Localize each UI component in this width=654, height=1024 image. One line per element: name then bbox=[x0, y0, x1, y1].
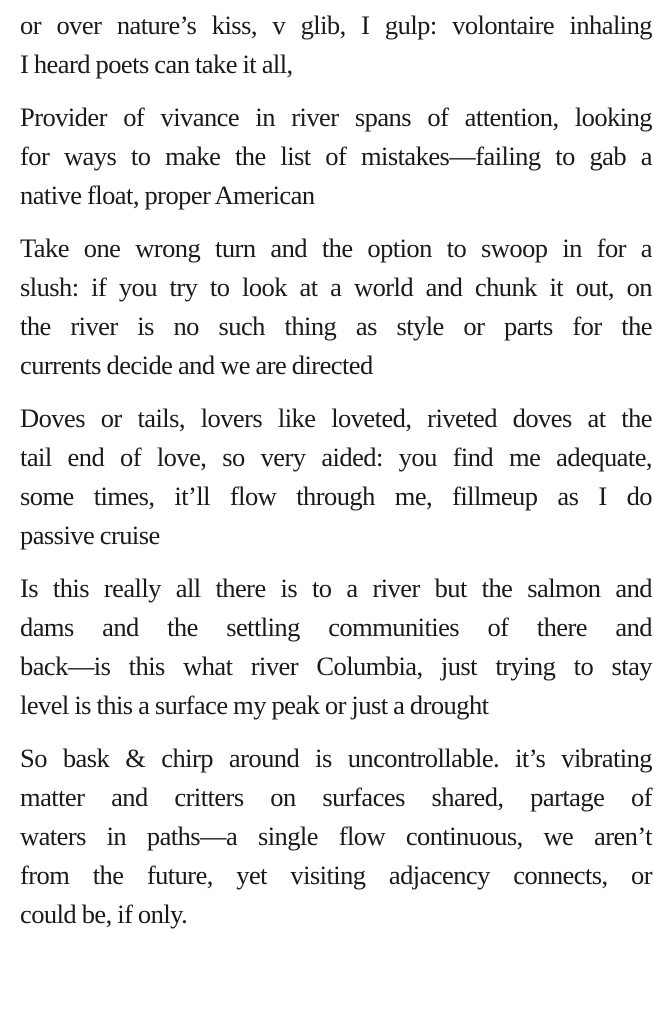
poem-line: or over nature’s kiss, v glib, I gulp: volontaire inhaling bbox=[20, 10, 652, 40]
stanza-2 bbox=[20, 98, 652, 215]
poem-line: Take one wrong turn and the option to swoop in for a bbox=[20, 233, 652, 263]
poem-line: tail end of love, so very aided: you find me adequate, bbox=[20, 442, 652, 472]
poem-page bbox=[20, 6, 652, 934]
poem-line: I heard poets can take it all, bbox=[20, 49, 293, 79]
poem-line: the river is no such thing as style or parts for the bbox=[20, 311, 652, 341]
poem-line: currents decide and we are directed bbox=[20, 350, 373, 380]
poem-line: Provider of vivance in river spans of attention, looking bbox=[20, 102, 652, 132]
poem-line: waters in paths—a single flow continuous, we aren’t bbox=[20, 821, 652, 851]
poem-line: slush: if you try to look at a world and chunk it out, on bbox=[20, 272, 652, 302]
poem-line: from the future, yet visiting adjacency connects, or bbox=[20, 860, 652, 890]
poem-line: some times, it’ll flow through me, fillmeup as I do bbox=[20, 481, 652, 511]
poem-line: So bask & chirp around is uncontrollable. it’s vibrating bbox=[20, 743, 652, 773]
poem-line: native float, proper American bbox=[20, 180, 315, 210]
poem-line: Doves or tails, lovers like loveted, riveted doves at the bbox=[20, 403, 652, 433]
stanza-4 bbox=[20, 399, 652, 555]
poem-line: back—is this what river Columbia, just trying to stay bbox=[20, 651, 652, 681]
poem-line: matter and critters on surfaces shared, partage of bbox=[20, 782, 652, 812]
stanza-3 bbox=[20, 229, 652, 385]
poem-line: passive cruise bbox=[20, 520, 160, 550]
poem-line: dams and the settling communities of there and bbox=[20, 612, 652, 642]
poem-line: could be, if only. bbox=[20, 899, 188, 929]
stanza-6 bbox=[20, 739, 652, 934]
stanza-1 bbox=[20, 6, 652, 84]
poem-line: for ways to make the list of mistakes—failing to gab a bbox=[20, 141, 652, 171]
poem-line: Is this really all there is to a river but the salmon and bbox=[20, 573, 652, 603]
poem-line: level is this a surface my peak or just a drought bbox=[20, 690, 489, 720]
stanza-5 bbox=[20, 569, 652, 725]
